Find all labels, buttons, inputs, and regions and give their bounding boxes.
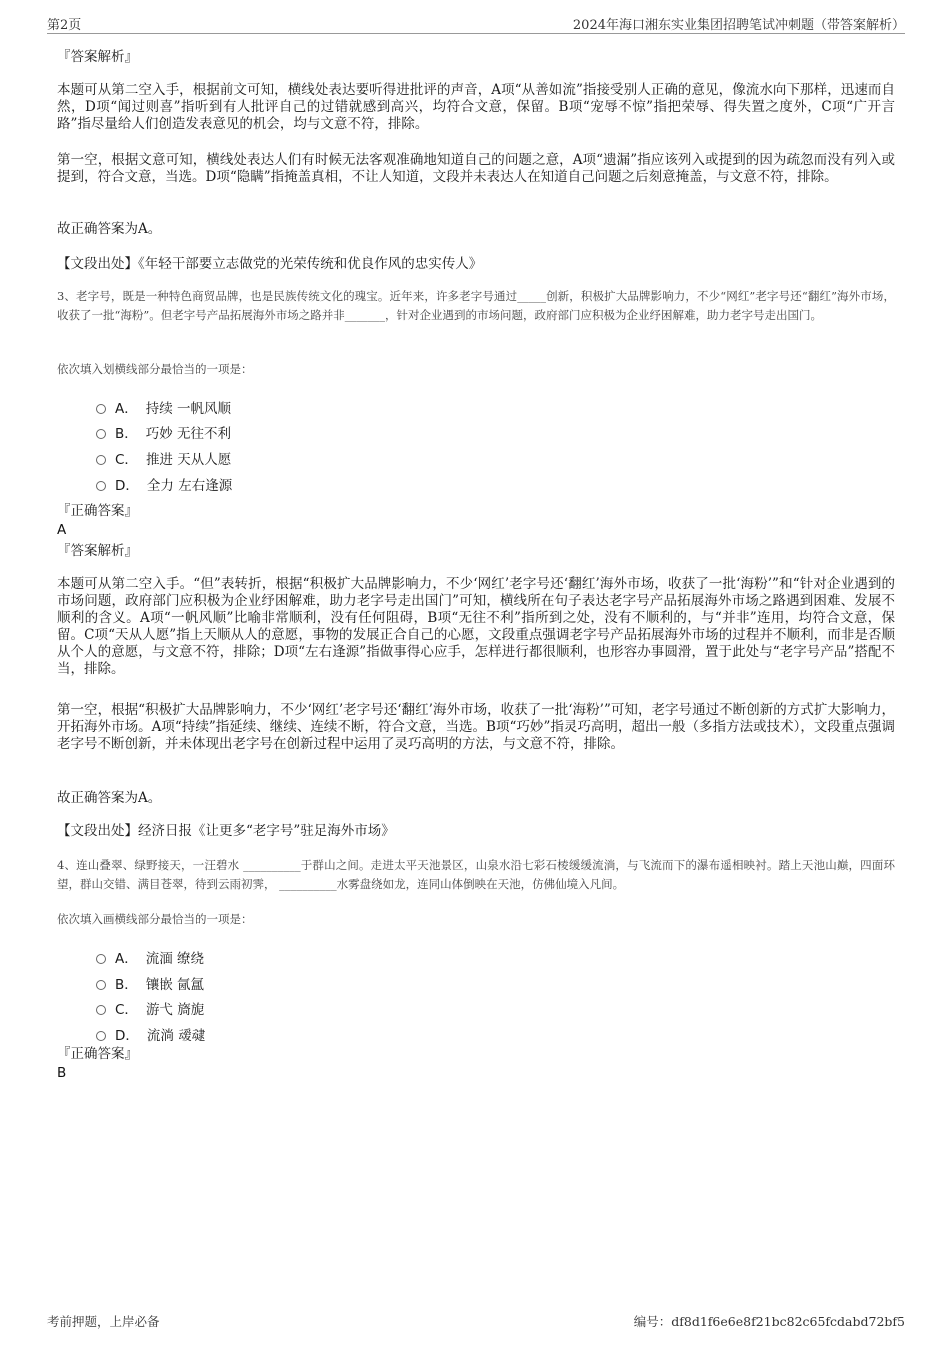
document-serial: 编号：df8d1f6e6e8f21bc82c65fcdabd72bf5 (633, 1314, 905, 1329)
q4-answer: B (57, 1065, 67, 1081)
q3-analysis-heading: 『答案解析』 (57, 543, 138, 559)
q2-conclusion: 故正确答案为A。 (57, 221, 162, 237)
q3-option-b[interactable]: B． 巧妙 无往不利 (96, 422, 231, 442)
q4-option-c[interactable]: C． 游弋 旖旎 (96, 998, 204, 1018)
q3-conclusion: 故正确答案为A。 (57, 790, 162, 806)
page-number: 第2页 (47, 18, 82, 33)
q4-prompt: 依次填入画横线部分最恰当的一项是： (57, 912, 253, 926)
radio-icon[interactable] (96, 404, 106, 414)
radio-icon[interactable] (96, 1031, 106, 1041)
q3-option-c[interactable]: C． 推进 天从人愿 (96, 448, 231, 468)
page-header (47, 12, 905, 34)
document-title: 2024年海口湘东实业集团招聘笔试冲刺题（带答案解析） (572, 18, 905, 33)
radio-icon[interactable] (96, 429, 106, 439)
radio-icon[interactable] (96, 980, 106, 990)
q3-answer-heading: 『正确答案』 (57, 503, 138, 519)
q3-source: 【文段出处】经济日报《让更多“老字号”驻足海外市场》 (57, 823, 395, 839)
q2-source: 【文段出处】《年轻干部要立志做党的光荣传统和优良作风的忠实传人》 (57, 256, 483, 272)
q3-prompt: 依次填入划横线部分最恰当的一项是： (57, 362, 253, 376)
q3-option-d[interactable]: D． 全力 左右逢源 (96, 474, 232, 494)
footer-slogan: 考前押题，上岸必备 (47, 1314, 160, 1329)
q3-stem: 3、老字号，既是一种特色商贸品牌，也是民族传统文化的瑰宝。近年来，许多老字号通过_____创新，积极扩大品牌影响力，不少“网红”老字号还“翻红”海外市场，收获了一批“海粉”。但老字号产品拓展海外市场之路并非_______，针对企业遇到的市场问题，政府部门应积极为企业纾困解难，助力老字号走出国门。 (57, 289, 895, 322)
q2-analysis-paragraph-1: 本题可从第二空入手，根据前文可知，横线处表达要听得进批评的声音，A项“从善如流”指接受别人正确的意见，像流水向下那样，迅速而自然，D项“闻过则喜”指听到有人批评自己的过错就感到高兴，均符合文意，保留。B项“宠辱不惊”指把荣辱、得失置之度外，C项“广开言路”指尽量给人们创造发表意见的机会，均与文意不符，排除。 (57, 82, 895, 132)
q2-analysis-paragraph-2: 第一空，根据文意可知，横线处表达人们有时候无法客观准确地知道自己的问题之意，A项“遗漏”指应该列入或提到的因为疏忽而没有列入或提到，符合文意，当选。D项“隐瞒”指掩盖真相，不让人知道，文段并未表达人在知道自己问题之后刻意掩盖，与文意不符，排除。 (57, 152, 895, 185)
q3-answer: A (57, 522, 67, 538)
page-footer (47, 1312, 905, 1332)
radio-icon[interactable] (96, 455, 106, 465)
q4-option-b[interactable]: B． 镶嵌 氤氲 (96, 973, 204, 993)
q4-option-a[interactable]: A． 流湎 缭绕 (96, 947, 204, 967)
q3-option-a[interactable]: A． 持续 一帆风顺 (96, 397, 231, 417)
q4-answer-heading: 『正确答案』 (57, 1046, 138, 1062)
q3-analysis-paragraph-1: 本题可从第二空入手。“但”表转折，根据“积极扩大品牌影响力，不少‘网红’老字号还‘翻红’海外市场，收获了一批‘海粉’”和“针对企业遇到的市场问题，政府部门应积极为企业纾困解难，助力老字号走出国门”可知，横线所在句子表达老字号产品拓展海外市场之路遇到困难、发展不顺利的含义。A项“一帆风顺”比喻非常顺利，没有任何阻碍，B项“无往不利”指所到之处，没有不顺利的，与“并非”连用，均符合文意，保留。C项“天从人愿”指上天顺从人的意愿，事物的发展正合自己的心愿，文段重点强调老字号产品拓展海外市场的过程并不顺利，而非是否顺从个人的意愿，与文意不符，排除；D项“左右逢源”指做事得心应手，怎样进行都很顺利，也形容办事圆滑，置于此处与“老字号产品”搭配不当，排除。 (57, 576, 895, 677)
radio-icon[interactable] (96, 954, 106, 964)
radio-icon[interactable] (96, 1005, 106, 1015)
q4-stem: 4、连山叠翠、绿野接天，一汪碧水 __________于群山之间。走进太平天池景区，山泉水沿七彩石棱缓缓流淌，与飞流而下的瀑布遥相映衬。踏上天池山巅，四面环望，群山交错、满目苍翠，待到云雨初霁， __________水雾盘绕如龙，连同山体倒映在天池，仿佛仙境入凡间。 (57, 858, 895, 891)
q2-analysis-heading: 『答案解析』 (57, 49, 138, 65)
radio-icon[interactable] (96, 481, 106, 491)
q3-analysis-paragraph-2: 第一空，根据“积极扩大品牌影响力，不少‘网红’老字号还‘翻红’海外市场，收获了一批‘海粉’”可知，老字号通过不断创新的方式扩大影响力，开拓海外市场。A项“持续”指延续、继续、连续不断，符合文意，当选。B项“巧妙”指灵巧高明，超出一般（多指方法或技术），文段重点强调老字号不断创新，并未体现出老字号在创新过程中运用了灵巧高明的方法，与文意不符，排除。 (57, 702, 895, 752)
q4-option-d[interactable]: D． 流淌 叆叇 (96, 1024, 205, 1044)
